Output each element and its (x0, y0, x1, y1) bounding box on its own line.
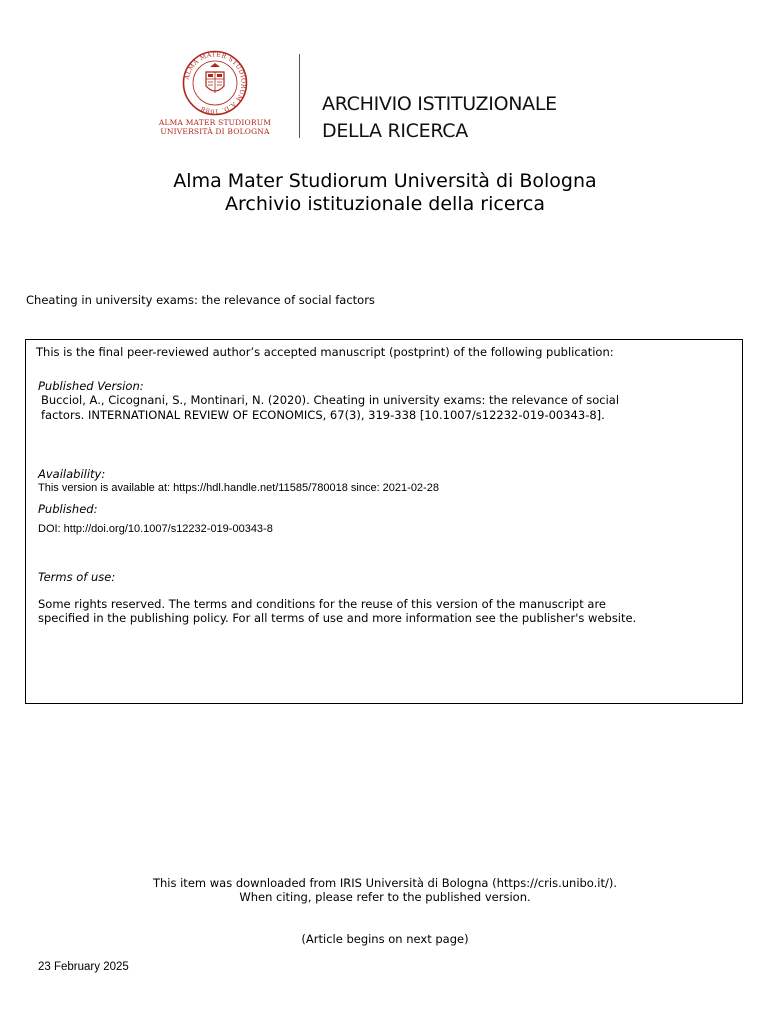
article-begins-note: (Article begins on next page) (301, 932, 469, 946)
archive-title-line2: DELLA RICERCA (322, 120, 468, 142)
paper-title: Cheating in university exams: the relevance of social factors (26, 293, 375, 307)
published-label: Published: (38, 502, 98, 516)
published-version-label: Published Version: (38, 379, 144, 393)
availability-link-text[interactable]: This version is available at: https://hdl.handle.net/11585/780018 since: 2021-02-28 (38, 482, 439, 494)
citation-line2: factors. INTERNATIONAL REVIEW OF ECONOMICS, 67(3), 319-338 [10.1007/s12232-019-00343-8]. (41, 408, 605, 422)
intro-text: This is the final peer-reviewed author’s accepted manuscript (postprint) of the following publication: (36, 345, 614, 359)
terms-of-use-label: Terms of use: (38, 570, 116, 584)
publication-info-box (25, 339, 743, 704)
terms-line2: specified in the publishing policy. For all terms of use and more information see the publisher's website. (38, 611, 637, 625)
citation-line1: Bucciol, A., Cicognani, S., Montinari, N. (2020). Cheating in university exams: the relevance of social (41, 393, 620, 407)
university-name-line2: UNIVERSITÀ DI BOLOGNA (160, 127, 270, 136)
terms-line1: Some rights reserved. The terms and conditions for the reuse of this version of the manuscript are (38, 597, 606, 611)
institution-title: Alma Mater Studiorum Università di Bologna (173, 170, 597, 192)
header-divider (299, 54, 300, 138)
download-notice-line1: This item was downloaded from IRIS Università di Bologna (https://cris.unibo.it/). (152, 876, 618, 890)
svg-text:ALMA MATER STUDIORUM A.D. 1088: ALMA MATER STUDIORUM A.D. 1088 (183, 51, 247, 115)
institution-subtitle: Archivio istituzionale della ricerca (224, 193, 545, 215)
download-notice-line2: When citing, please refer to the published version. (239, 890, 531, 904)
university-seal-logo (182, 50, 248, 116)
availability-label: Availability: (38, 467, 106, 481)
doi-link-text[interactable]: DOI: http://doi.org/10.1007/s12232-019-00343-8 (38, 523, 273, 535)
download-date: 23 February 2025 (38, 961, 129, 973)
university-name-line1: ALMA MATER STUDIORUM (158, 118, 272, 127)
archive-title-line1: ARCHIVIO ISTITUZIONALE (322, 93, 557, 115)
